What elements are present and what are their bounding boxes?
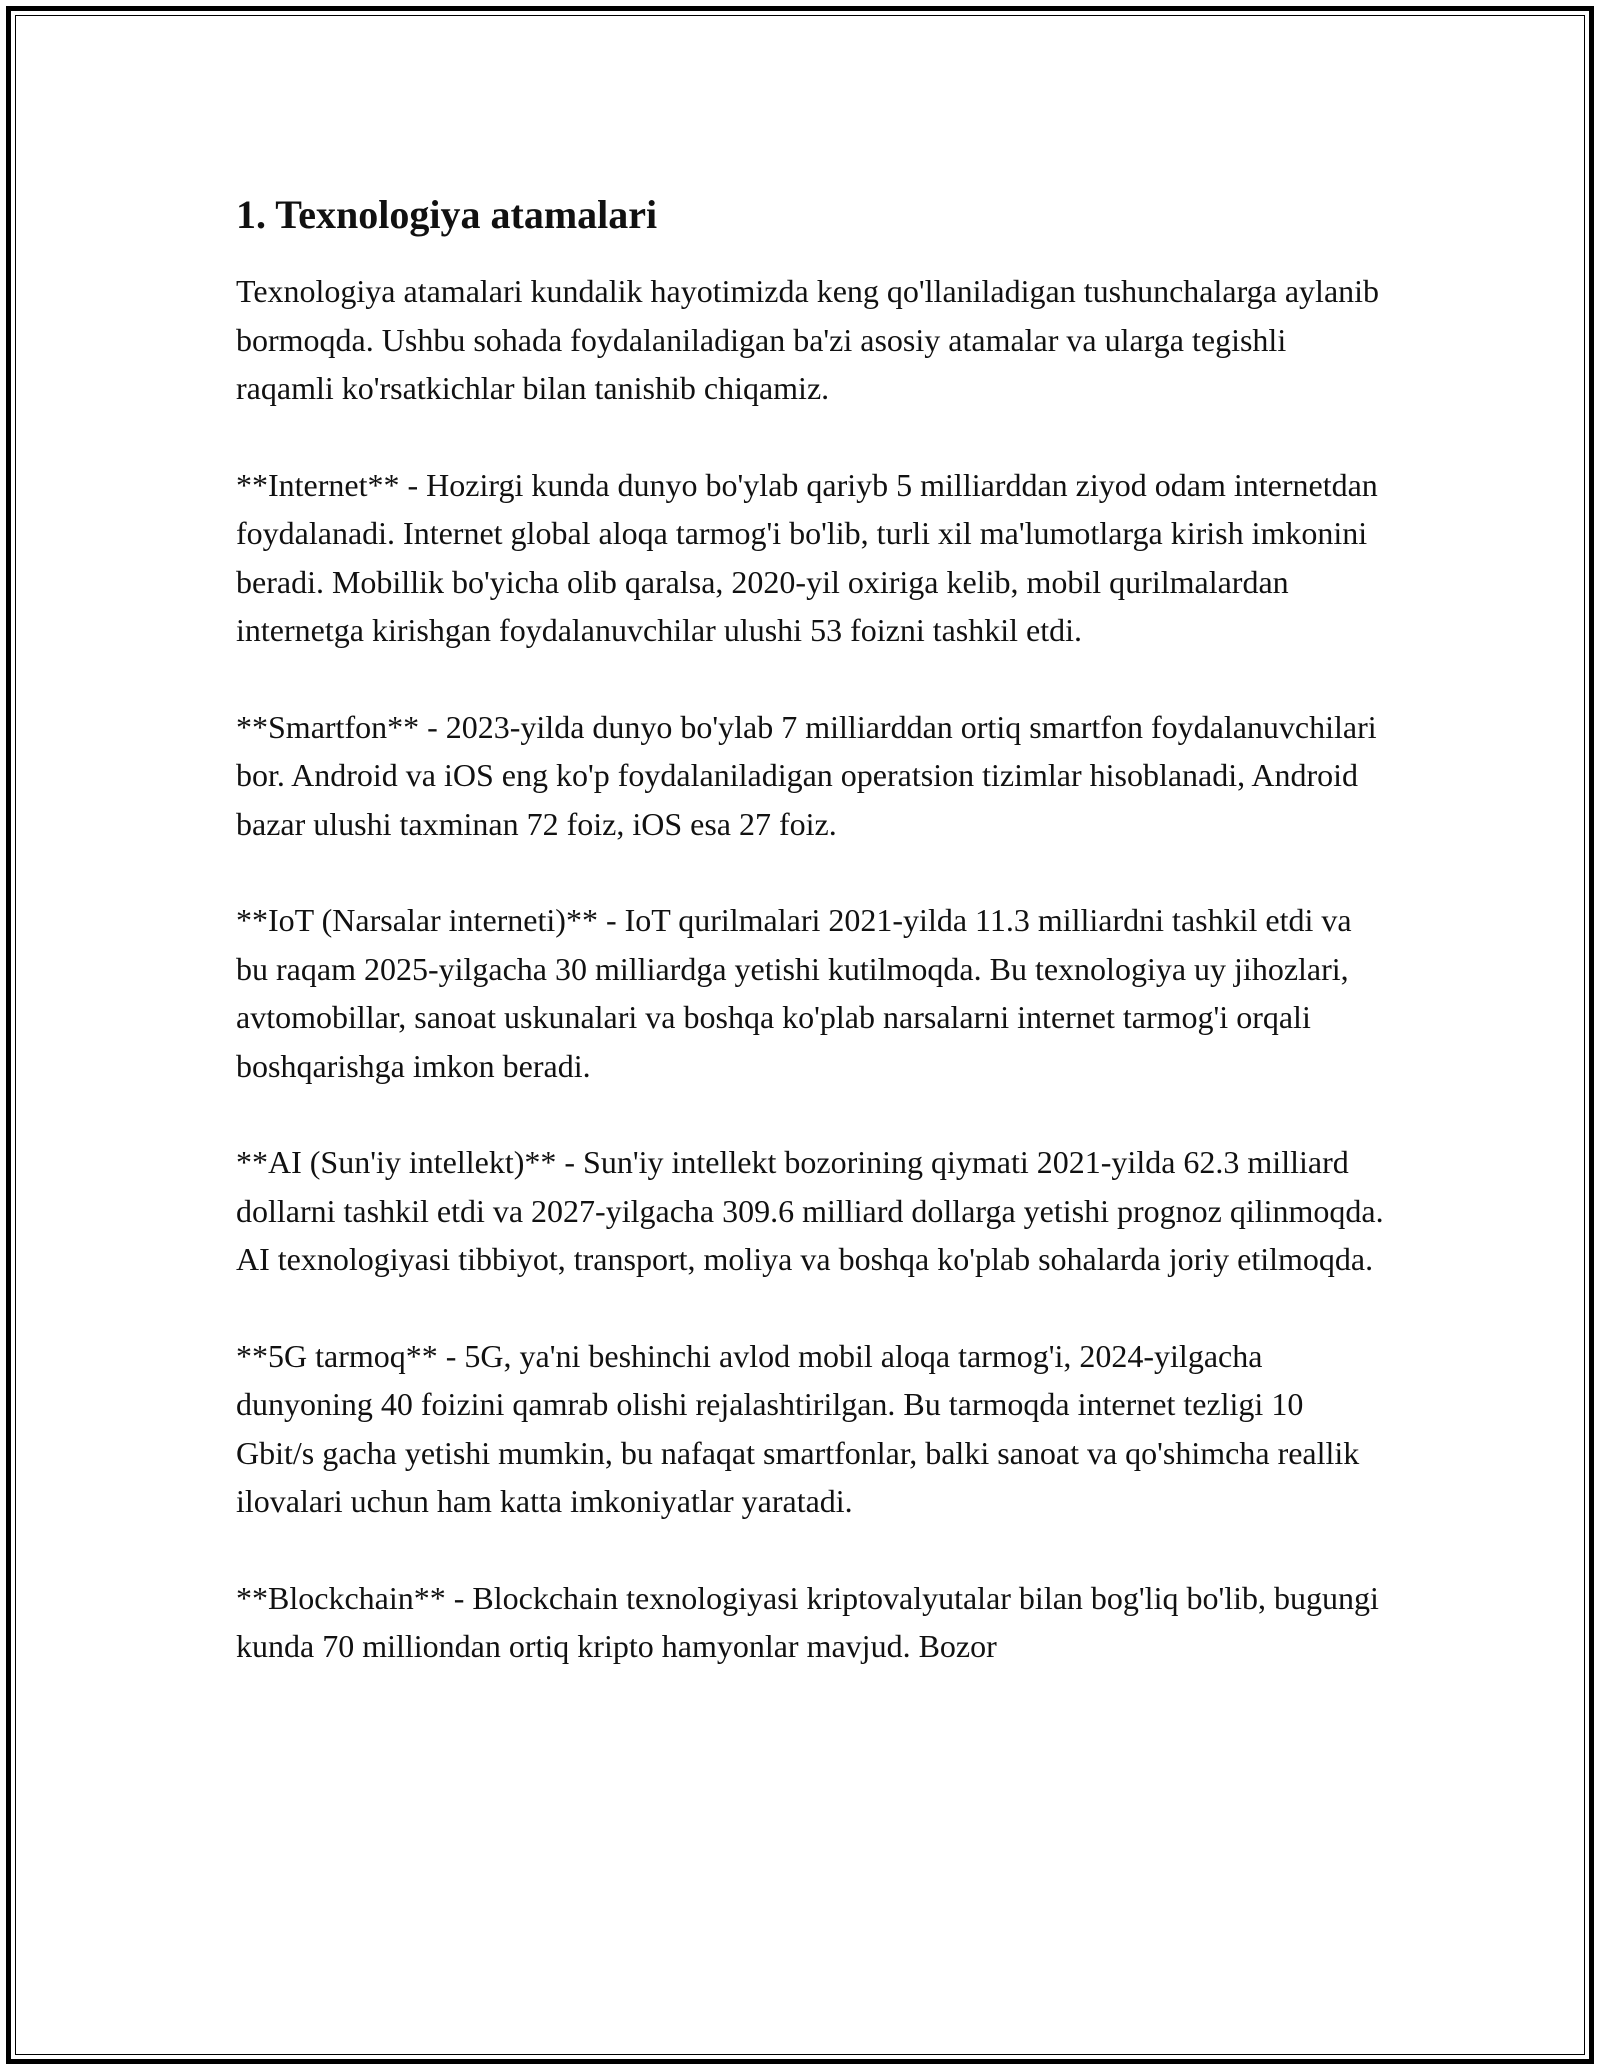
internet-paragraph: **Internet** - Hozirgi kunda dunyo bo'ylab qariyb 5 milliarddan ziyod odam internetdan foydalanadi. Internet global aloqa tarmog'i bo'lib, turli xil ma'lumotlarga kirish imkonini beradi. Mobillik bo'yicha olib qaralsa, 2020-yil oxiriga kelib, mobil qurilmalardan internetga kirishgan foydalanuvchilar ulushi 53 foizni tashkil etdi. [236,466,1378,648]
5g-paragraph: **5G tarmoq** - 5G, ya'ni beshinchi avlod mobil aloqa tarmog'i, 2024-yilgacha dunyoning 40 foizini qamrab olishi rejalashtirilgan. Bu tarmoqda internet tezligi 10 Gbit/s gacha yetishi mumkin, bu nafaqat smartfonlar, balki sanoat va qo'shimcha reallik ilovalari uchun ham katta imkoniyatlar yaratadi. [236,1337,1360,1519]
intro-paragraph: Texnologiya atamalari kundalik hayotimizda keng qo'llaniladigan tushunchalarga aylanib bormoqda. Ushbu sohada foydalaniladigan ba'zi asosiy atamalar va ularga tegishli raqamli ko'rsatkichlar bilan tanishib chiqamiz. [236,273,1380,406]
section-title: 1. Texnologiya atamalari [236,192,658,237]
blockchain-paragraph: **Blockchain** - Blockchain texnologiyasi kriptovalyutalar bilan bog'liq bo'lib, bugungi kunda 70 milliondan ortiq kripto hamyonlar mavjud. Bozor [236,1579,1379,1664]
smartfon-paragraph: **Smartfon** - 2023-yilda dunyo bo'ylab 7 milliarddan ortiq smartfon foydalanuvchilari bor. Android va iOS eng ko'p foydalaniladigan operatsion tizimlar hisoblanadi, Android bazar ulushi taxminan 72 foiz, iOS esa 27 foiz. [236,708,1377,842]
iot-paragraph: **IoT (Narsalar interneti)** - IoT qurilmalari 2021-yilda 11.3 milliardni tashkil etdi va bu raqam 2025-yilgacha 30 milliardga yetishi kutilmoqda. Bu texnologiya uy jihozlari, avtomobillar, sanoat uskunalari va boshqa ko'plab narsalarni internet tarmog'i orqali boshqarishga imkon beradi. [236,902,1352,1084]
document-body [236,185,1386,1719]
ai-paragraph: **AI (Sun'iy intellekt)** - Sun'iy intellekt bozorining qiymati 2021-yilda 62.3 milliard dollarni tashkil etdi va 2027-yilgacha 309.6 milliard dollarga yetishi prognoz qilinmoqda. AI texnologiyasi tibbiyot, transport, moliya va boshqa ko'plab sohalarda joriy etilmoqda. [236,1144,1384,1277]
